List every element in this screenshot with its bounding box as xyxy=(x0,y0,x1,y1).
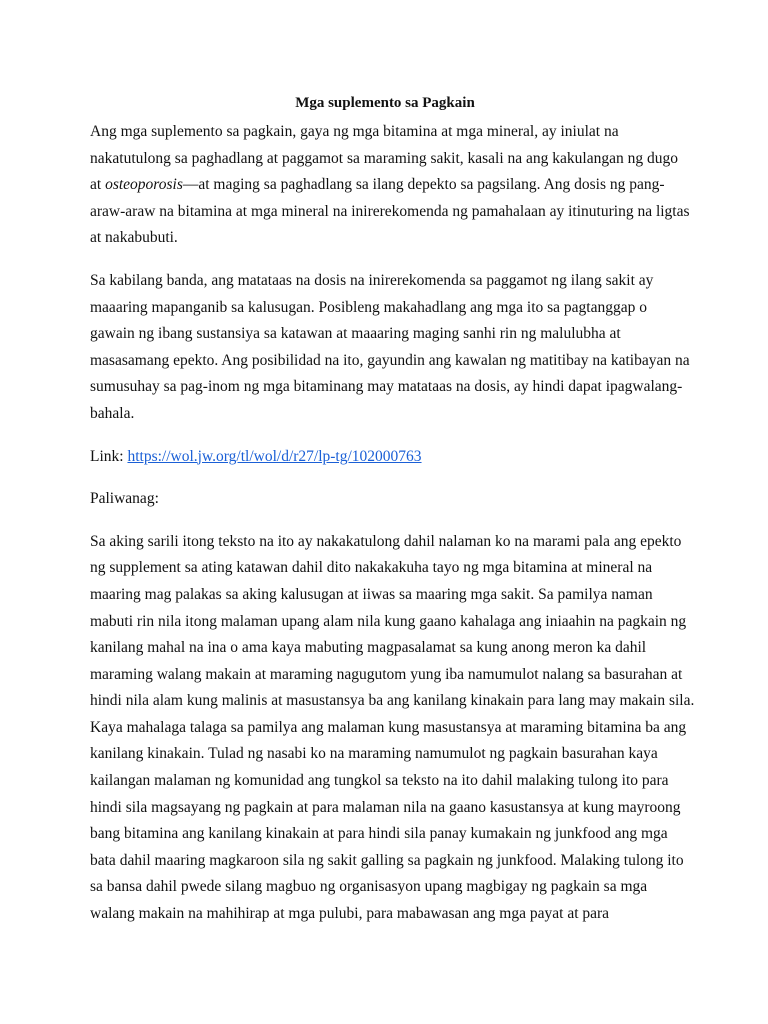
text-line: bang bitamina ang kanilang kinakain at para hindi sila panay kumakain ng junkfood ang mga xyxy=(90,825,668,843)
paragraph-warning xyxy=(90,268,690,428)
text-line: nakatutulong sa paghadlang at paggamot sa maraming sakit, kasali na ang kakulangan ng dugo xyxy=(90,149,678,167)
text-line: at nakabubuti. xyxy=(90,229,178,247)
explanation-heading-paragraph xyxy=(90,486,680,513)
text-line: bahala. xyxy=(90,404,135,422)
text-line: sumusuhay sa pag-inom ng mga bitaminang may matataas na dosis, ay hindi dapat ipagwalang- xyxy=(90,378,683,396)
text-line: masasamang epekto. Ang posibilidad na ito, gayundin ang kawalan ng matitibay na katibayan na xyxy=(90,351,690,369)
text-line: maaring mag palakas sa aking kalusugan at iiwas sa maaring mga sakit. Sa pamilya naman xyxy=(90,585,653,603)
text-line: kanilang kinakain. Tulad ng nasabi ko na maraming namumulot ng pagkain basurahan kaya xyxy=(90,745,658,763)
text-line: sa bansa dahil pwede silang magbuo ng organisasyon upang magbigay ng pagkain sa mga xyxy=(90,878,648,896)
text-line: araw-araw na bitamina at mga mineral na inirerekomenda ng pamahalaan ay itinuturing na ligtas xyxy=(90,202,690,220)
document-title: Mga suplemento sa Pagkain xyxy=(295,95,475,111)
text-line: bata dahil maaring magkaroon sila ng sakit galling sa pagkain ng junkfood. Malaking tulong ito xyxy=(90,851,684,869)
text-line: walang makain na mahihirap at mga pulubi, para mabawasan ang mga payat at para xyxy=(90,905,610,923)
text-line: ng supplement sa ating katawan dahil dito nakakakuha tayo ng mga bitamina at mineral na xyxy=(90,559,653,577)
text-line xyxy=(90,172,680,199)
text-line: hindi sila magsayang ng pagkain at para malaman nila na gaano kasustansya at kung mayroong xyxy=(90,798,681,816)
text-line: kanilang mahal na ina o ama kaya mabuting magpasalamat sa kung anong meron ka dahil xyxy=(90,639,647,657)
paragraph-intro xyxy=(90,119,690,252)
italic-term: osteoporosis xyxy=(105,176,183,194)
text-line: Sa aking sarili itong teksto na ito ay nakakatulong dahil nalaman ko na marami pala ang epekto xyxy=(90,532,682,550)
link-paragraph xyxy=(90,444,680,471)
source-link[interactable]: https://wol.jw.org/tl/wol/d/r27/lp-tg/102000763 xyxy=(127,447,422,465)
text-line: hindi nila alam kung malinis at masustansya ba ang kanilang kinakain para lang may makain sila. xyxy=(90,692,695,710)
text-line: mabuti rin nila itong malaman upang alam nila kung gaano kahalaga ang iniaahin na pagkain ng xyxy=(90,612,687,630)
link-label: Link: xyxy=(90,447,128,465)
text-line: maaaring mapanganib sa kalusugan. Posibleng makahadlang ang mga ito sa pagtanggap o xyxy=(90,298,647,316)
text-fragment: —at maging sa paghadlang sa ilang depekto sa pagsilang. Ang dosis ng pang- xyxy=(182,176,665,194)
paragraph-explanation xyxy=(90,529,695,928)
text-line: Ang mga suplemento sa pagkain, gaya ng mga bitamina at mga mineral, ay iniulat na xyxy=(90,123,619,140)
document-page xyxy=(90,92,695,944)
text-line xyxy=(90,444,680,471)
text-line: Kaya mahalaga talaga sa pamilya ang malaman kung masustansya at maraming bitamina ba ang xyxy=(90,718,687,736)
text-line: kailangan malaman ng komunidad ang tungkol sa teksto na ito dahil malaking tulong ito para xyxy=(90,772,669,790)
text-line: maraming walang makain at maraming nagugutom yung iba namumulot nalang sa basurahan at xyxy=(90,665,683,683)
explanation-heading: Paliwanag: xyxy=(90,490,159,508)
text-line: gawain ng ibang sustansiya sa katawan at maaaring maging sanhi rin ng malulubha at xyxy=(90,325,621,343)
text-line: Sa kabilang banda, ang matataas na dosis na inirerekomenda sa paggamot ng ilang sakit ay xyxy=(90,271,654,289)
text-fragment: at xyxy=(90,176,106,194)
